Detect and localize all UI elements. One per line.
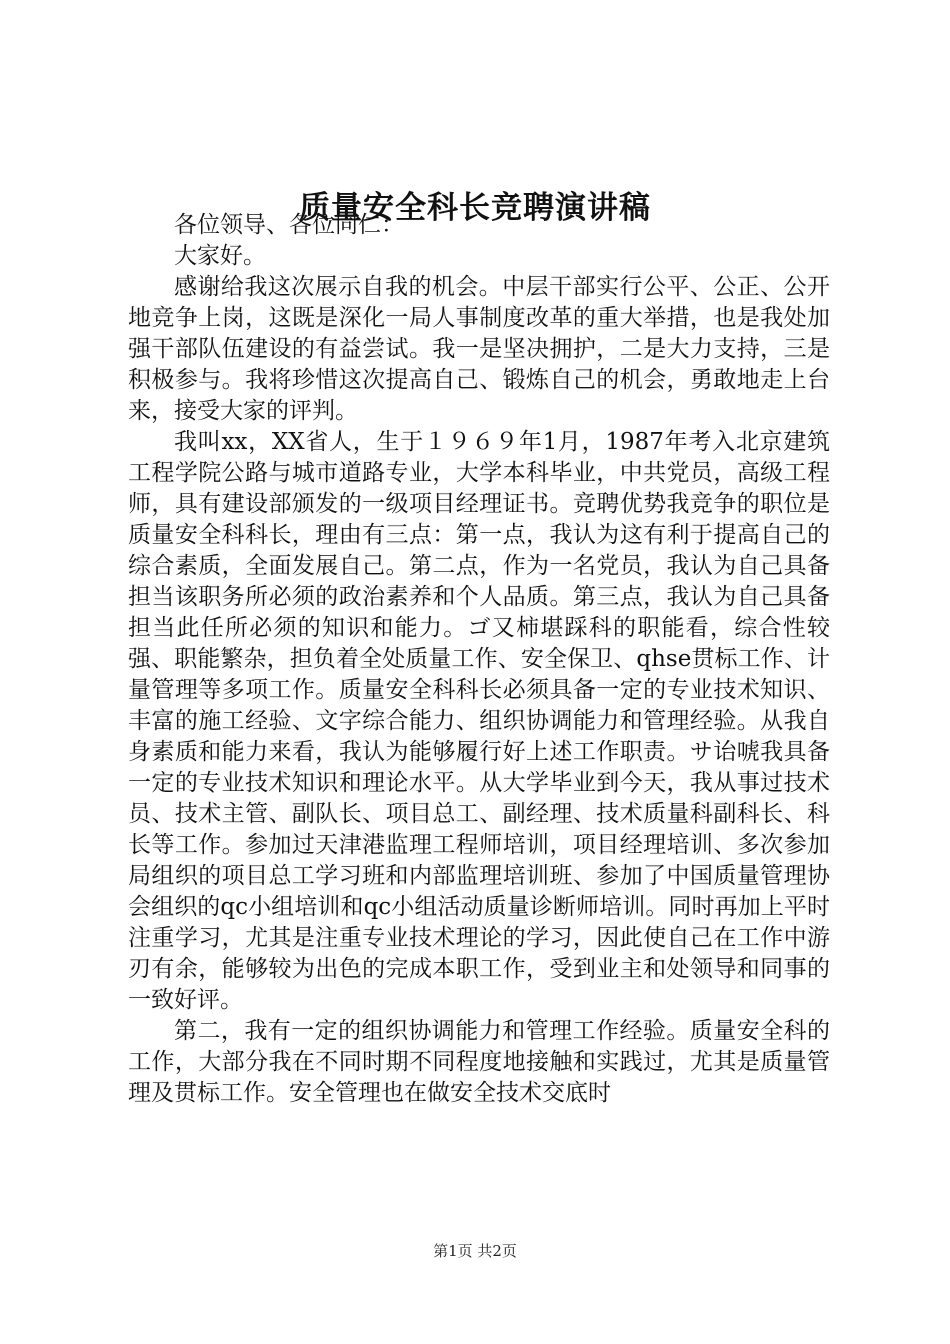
salutation-paragraph: 各位领导、各位同仁： — [174, 212, 404, 238]
body-paragraph: 我叫xx，XX省人，生于１９６９年1月，1987年考入北京建筑工程学院公路与城市道路专业，大学本科毕业，中共党员，高级工程师，具有建设部颁发的一级项目经理证书。竞聘优势我竞争的职位是质量安全科科长，理由有三点：第一点，我认为这有利于提高自己的综合素质，全面发展自己。第二点，作为一名党员，我认为自己具备担当该职务所必须的政治素养和个人品质。第三点，我认为自己具备担当此任所必须的知识和能力。ゴ又柿堪踩科的职能看，综合性较强、职能繁杂，担负着全处质量工作、安全保卫、qhse贯标工作、计量管理等多项工作。质量安全科科长必须具备一定的专业技术知识、丰富的施工经验、文字综合能力、组织协调能力和管理经验。从我自身素质和能力来看，我认为能够履行好上述工作职责。サ诒唬我具备一定的专业技术知识和理论水平。从大学毕业到今天，我从事过技术员、技术主管、副队长、项目总工、副经理、技术质量科副科长、科长等工作。参加过天津港监理工程师培训，项目经理培训、多次参加局组织的项目总工学习班和内部监理培训班、参加了中国质量管理协会组织的qc小组培训和qc小组活动质量诊断师培训。同时再加上平时注重学习，尤其是注重专业技术理论的学习，因此使自己在工作中游刃有余，能够较为出色的完成本职工作，受到业主和处领导和同事的一致好评。 — [128, 429, 830, 1013]
document-body — [128, 210, 830, 1109]
greeting-paragraph: 大家好。 — [174, 243, 266, 269]
body-paragraph: 第二，我有一定的组织协调能力和管理工作经验。质量安全科的工作，大部分我在不同时期不同程度地接触和实践过，尤其是质量管理及贯标工作。安全管理也在做安全技术交底时 — [128, 1018, 830, 1106]
page-number-footer: 第1页 共2页 — [433, 1242, 517, 1260]
body-paragraph: 感谢给我这次展示自我的机会。中层干部实行公平、公正、公开地竞争上岗，这既是深化一局人事制度改革的重大举措，也是我处加强干部队伍建设的有益尝试。我一是坚决拥护，二是大力支持，三是积极参与。我将珍惜这次提高自己、锻炼自己的机会，勇敢地走上台来，接受大家的评判。 — [128, 274, 830, 424]
document-title: 质量安全科长竞聘演讲稿 — [299, 190, 651, 226]
